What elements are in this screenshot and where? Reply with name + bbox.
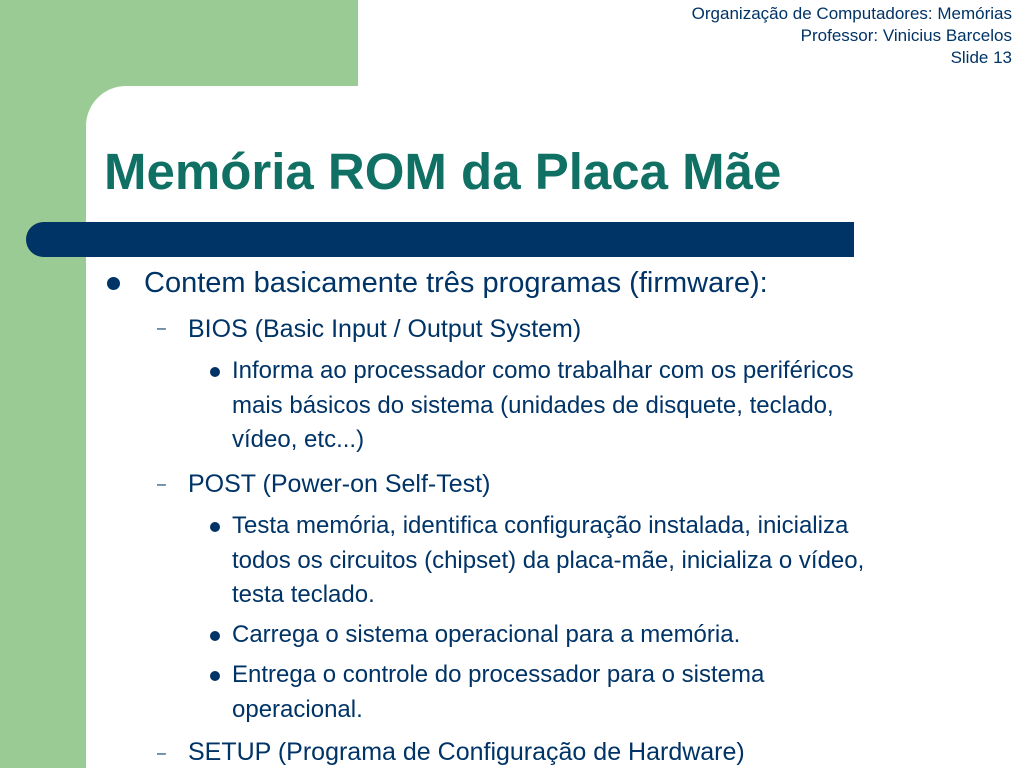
bullet-dot-icon (210, 367, 220, 377)
slide-title: Memória ROM da Placa Mãe (104, 143, 782, 200)
dash-icon: – (157, 476, 166, 493)
bullet-dot-icon (210, 671, 220, 681)
professor-name: Professor: Vinicius Barcelos (800, 26, 1012, 45)
bios-detail-line-3: vídeo, etc...) (232, 426, 365, 453)
slide-header (692, 3, 1012, 69)
post-detail2: Carrega o sistema operacional para a memória. (232, 621, 741, 648)
post-detail3-line-2: operacional. (232, 696, 363, 723)
bios-detail-line-2: mais básicos do sistema (unidades de disquete, teclado, (232, 392, 834, 419)
post-detail1-line-2: todos os circuitos (chipset) da placa-mãe, inicializa o vídeo, (232, 547, 865, 574)
dash-icon: – (157, 320, 166, 337)
bullet-setup: SETUP (Programa de Configuração de Hardware) (188, 738, 745, 766)
bios-detail-line-1: Informa ao processador como trabalhar com os periféricos (232, 357, 854, 384)
course-title: Organização de Computadores: Memórias (691, 4, 1012, 23)
bullet-dot-icon (107, 277, 120, 290)
dash-icon: – (157, 745, 166, 762)
bullet-dot-icon (210, 631, 220, 641)
post-detail1-line-3: testa teclado. (232, 581, 375, 608)
bullet-main: Contem basicamente três programas (firmware): (144, 267, 768, 299)
post-detail3-line-1: Entrega o controle do processador para o sistema (232, 661, 765, 688)
bullet-bios: BIOS (Basic Input / Output System) (188, 315, 582, 343)
slide-number: Slide 13 (950, 48, 1012, 67)
bullet-post: POST (Power-on Self-Test) (188, 470, 491, 498)
bullet-dot-icon (210, 522, 220, 532)
post-detail1-line-1: Testa memória, identifica configuração instalada, inicializa (232, 512, 849, 539)
title-underline-bar (26, 222, 854, 257)
